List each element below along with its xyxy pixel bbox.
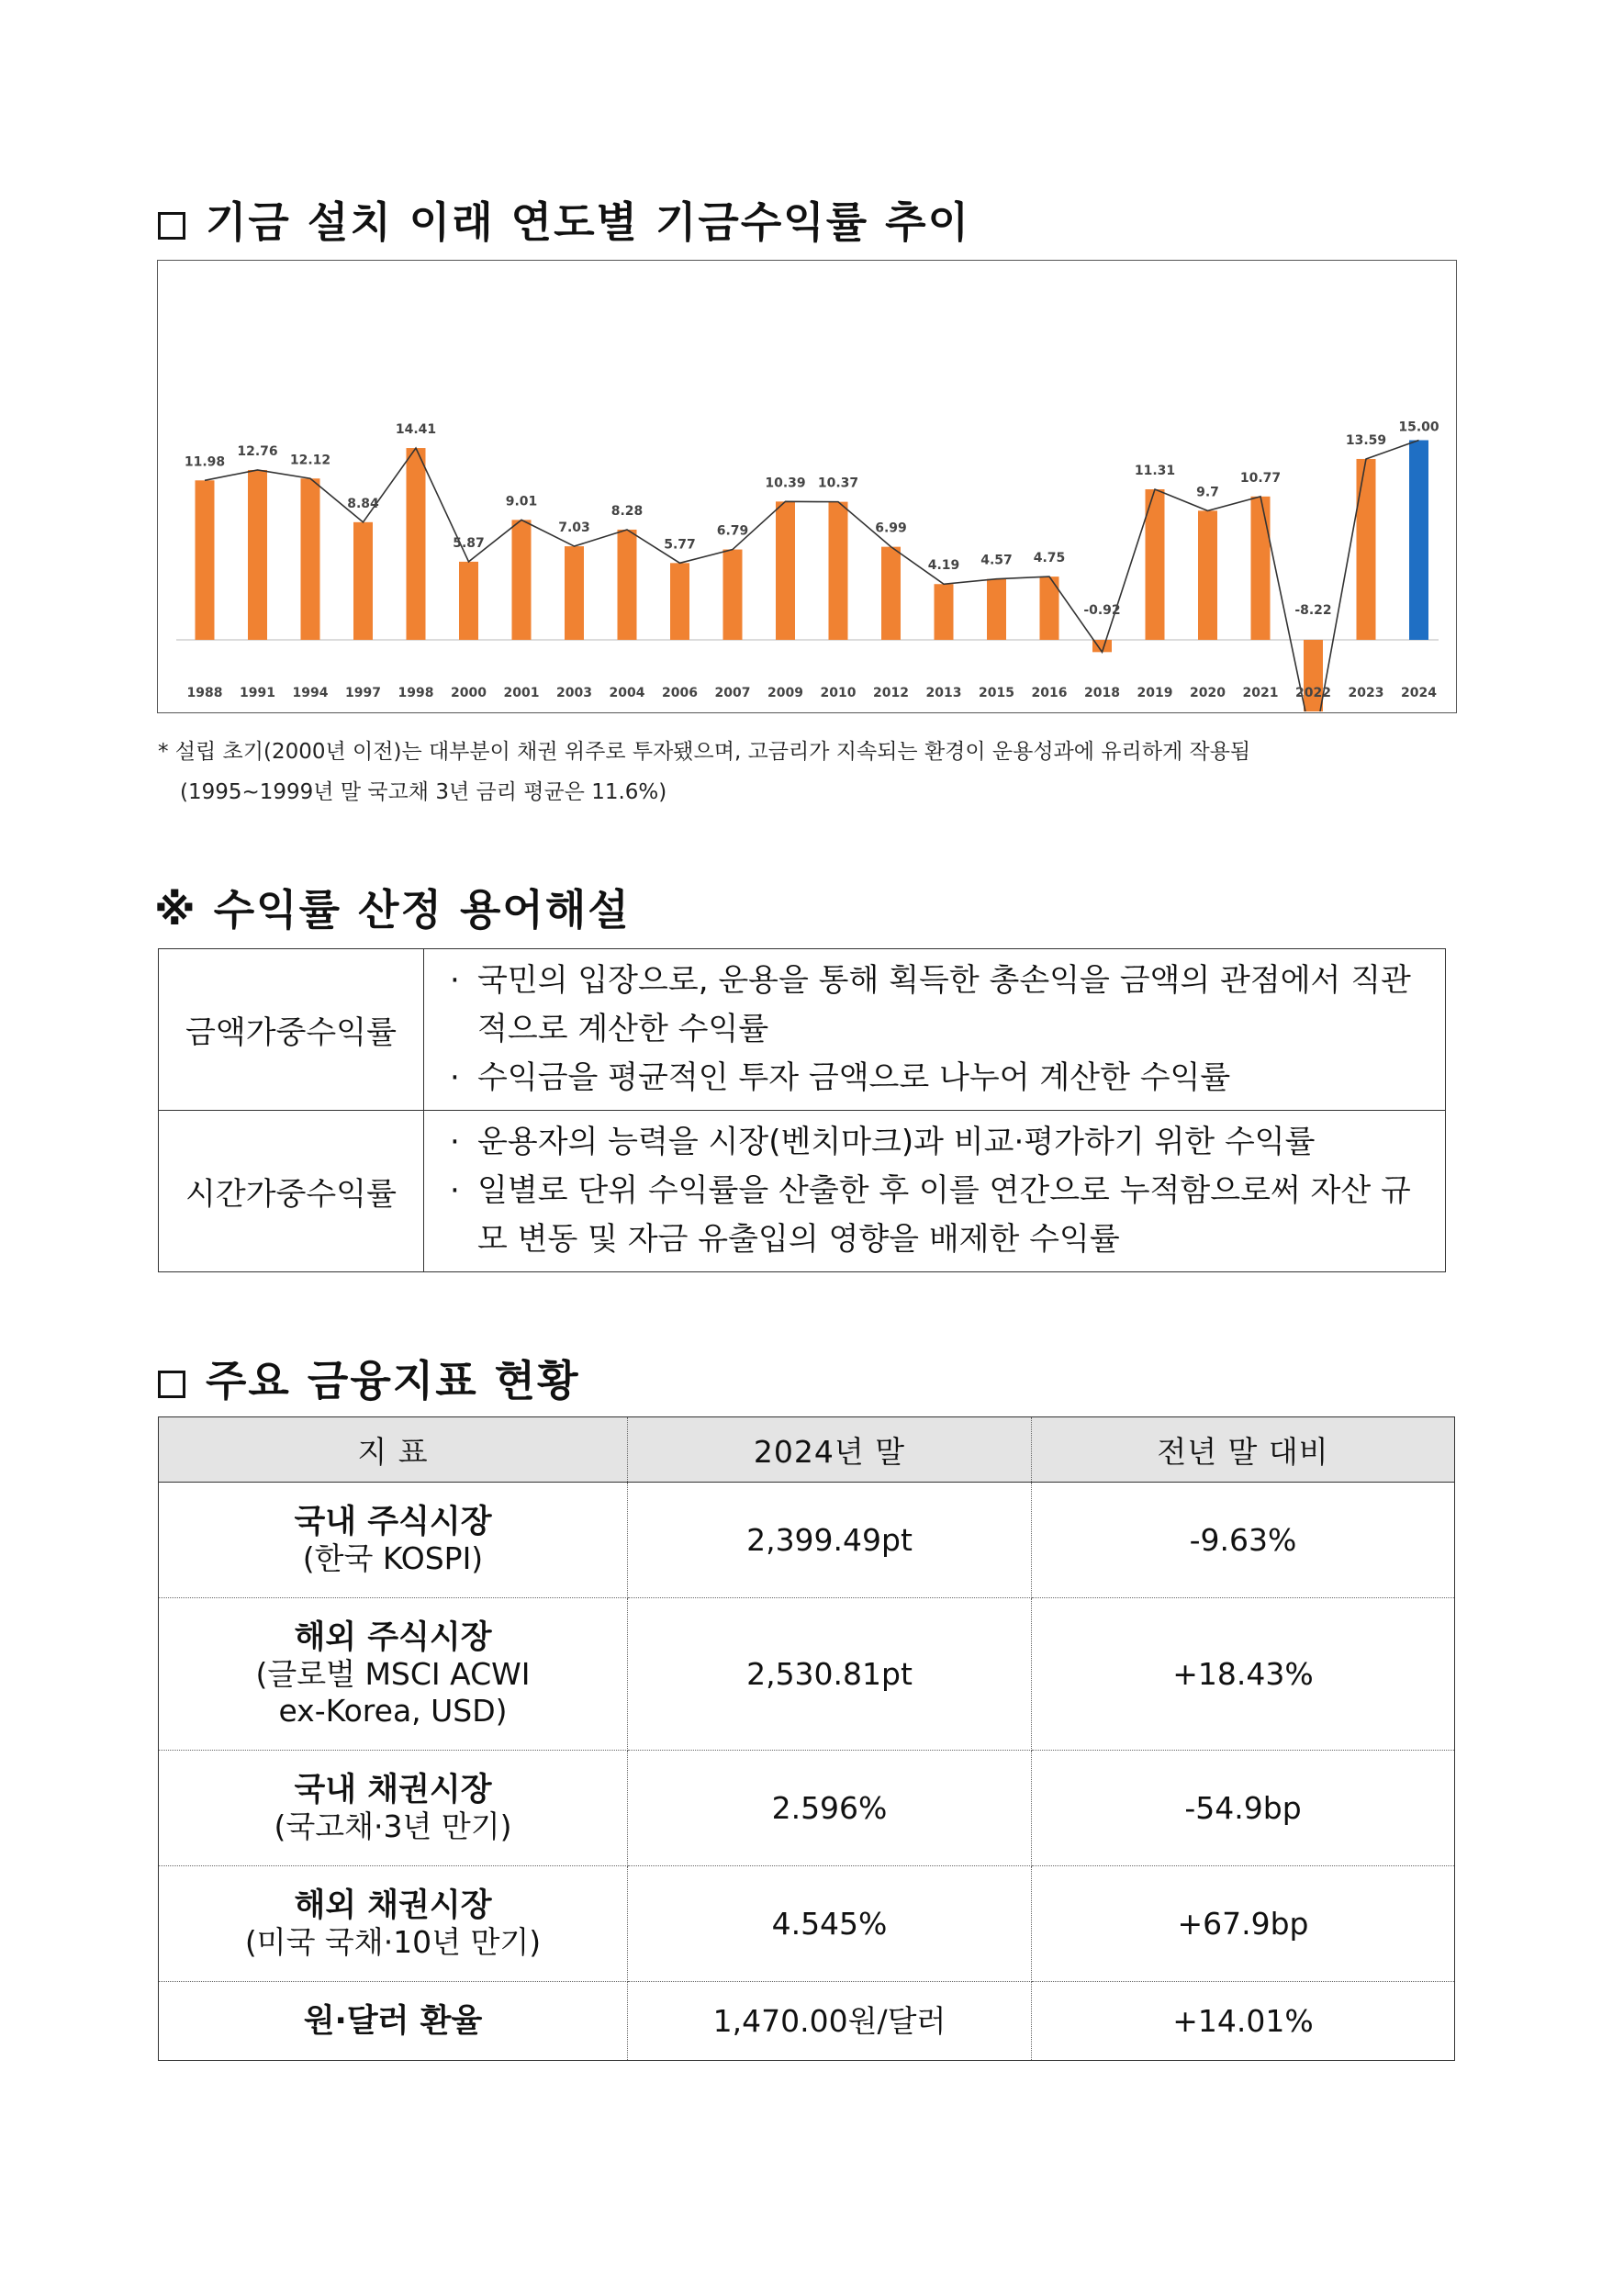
data-label: 9.7 <box>1196 485 1219 500</box>
data-label: 10.37 <box>817 476 859 491</box>
indicator-change: -54.9bp <box>1032 1751 1455 1866</box>
bar-2001 <box>512 520 532 640</box>
indicator-sub: (미국 국채·10년 만기) <box>244 1923 542 1960</box>
indicator-table <box>158 1416 1455 2061</box>
indicator-value: 2.596% <box>628 1751 1032 1866</box>
footnote-line-1: * 설립 초기(2000년 이전)는 대부분이 채권 위주로 투자됐으며, 고금리가 지속되는 환경이 운용성과에 유리하게 작용됨 <box>158 740 1251 764</box>
indicator-name: 국내 채권시장 <box>294 1771 492 1808</box>
indicator-sub: (국고채·3년 만기) <box>274 1808 512 1844</box>
tick-label: 1991 <box>240 686 275 700</box>
bar-1994 <box>301 478 320 640</box>
indicator-change: +67.9bp <box>1032 1866 1455 1982</box>
indicator-value: 4.545% <box>628 1866 1032 1982</box>
section-heading-text: 수익률 산정 용어해설 <box>213 885 631 935</box>
table-row <box>159 1982 1455 2061</box>
bar-2003 <box>565 546 584 640</box>
tick-label: 2022 <box>1295 686 1331 700</box>
data-label: 7.03 <box>558 521 590 536</box>
table-row <box>159 1866 1455 1982</box>
indicator-change: -9.63% <box>1032 1483 1455 1598</box>
reference-mark-icon: ※ <box>154 885 197 935</box>
data-label: 11.31 <box>1134 464 1176 479</box>
term-row <box>159 949 1446 1111</box>
indicator-name-cell <box>159 1483 628 1598</box>
tick-label: 2021 <box>1242 686 1279 700</box>
bar-1988 <box>196 480 215 640</box>
data-label: 5.77 <box>664 537 696 553</box>
checkbox-square-icon <box>158 212 185 240</box>
tick-label: 2004 <box>609 686 645 700</box>
section-heading-fund-returns <box>158 189 970 250</box>
tick-label: 2019 <box>1137 686 1173 700</box>
bar-2023 <box>1357 459 1376 640</box>
tick-label: 2000 <box>451 686 487 700</box>
checkbox-square-icon <box>158 1371 185 1398</box>
bar-2013 <box>935 584 954 640</box>
term-row <box>159 1111 1446 1272</box>
column-header-indicator: 지 표 <box>159 1417 628 1483</box>
term-description <box>424 949 1446 1111</box>
bar-2006 <box>670 563 689 640</box>
indicator-name: 해외 채권시장 <box>294 1886 492 1924</box>
term-name: 시간가중수익률 <box>159 1111 424 1272</box>
tick-label: 1997 <box>345 686 381 700</box>
data-label: 12.12 <box>289 453 331 468</box>
bar-2007 <box>723 550 743 640</box>
tick-label: 2007 <box>714 686 751 700</box>
returns-trend-line <box>205 441 1419 712</box>
indicator-name: 원·달러 환율 <box>303 2002 483 2040</box>
bar-2015 <box>987 579 1006 640</box>
data-label: 14.41 <box>395 422 437 438</box>
data-label: 4.19 <box>927 558 960 574</box>
terms-table <box>158 948 1446 1272</box>
chart-footnote <box>158 732 1480 812</box>
indicator-value: 1,470.00원/달러 <box>628 1982 1032 2061</box>
tick-label: 2015 <box>979 686 1014 700</box>
section-heading-text: 기금 설치 이래 연도별 기금수익률 추이 <box>206 197 971 247</box>
indicator-value: 2,530.81pt <box>628 1598 1032 1751</box>
data-label: 6.79 <box>716 523 749 539</box>
data-label: 5.87 <box>453 535 485 551</box>
data-label: 12.76 <box>237 443 278 459</box>
table-row <box>159 1598 1455 1751</box>
indicator-name-cell <box>159 1751 628 1866</box>
tick-label: 2009 <box>767 686 803 700</box>
indicator-name-cell <box>159 1598 628 1751</box>
term-bullet: · 운용자의 능력을 시장(벤치마크)과 비교·평가하기 위한 수익률 <box>450 1118 1432 1167</box>
indicator-name: 해외 주식시장 <box>294 1618 492 1656</box>
data-label: 15.00 <box>1398 420 1439 435</box>
indicator-change: +14.01% <box>1172 2002 1314 2039</box>
tick-label: 2003 <box>556 686 592 700</box>
term-bullet: · 일별로 단위 수익률을 산출한 후 이를 연간으로 누적함으로써 자산 규모 변동 및 자금 유출입의 영향을 배제한 수익률 <box>450 1167 1432 1264</box>
indicator-name-cell <box>159 1866 628 1982</box>
returns-chart <box>157 260 1457 713</box>
tick-label: 2024 <box>1401 686 1437 700</box>
data-label: 9.01 <box>505 494 538 509</box>
bar-2020 <box>1198 510 1217 640</box>
section-heading-text: 주요 금융지표 현황 <box>206 1356 580 1405</box>
data-label: 4.75 <box>1033 551 1066 566</box>
footnote-line-2: (1995~1999년 말 국고채 3년 금리 평균은 11.6%) <box>180 780 667 804</box>
table-header-row <box>159 1417 1455 1483</box>
term-description <box>424 1111 1446 1272</box>
tick-label: 1998 <box>398 686 434 700</box>
bar-1991 <box>248 470 267 640</box>
indicator-value: 2,399.49pt <box>628 1483 1032 1598</box>
bar-2009 <box>776 501 795 640</box>
section-heading-indicators <box>158 1348 580 1408</box>
data-label: 10.77 <box>1239 470 1282 486</box>
tick-label: 2013 <box>925 686 962 700</box>
tick-label: 1988 <box>186 686 223 700</box>
term-bullet: · 수익금을 평균적인 투자 금액으로 나누어 계산한 수익률 <box>450 1054 1432 1103</box>
bar-2004 <box>618 530 637 640</box>
indicator-name-cell <box>159 1982 628 2061</box>
bar-2024 <box>1409 441 1428 641</box>
data-label: -8.22 <box>1294 603 1332 618</box>
indicator-sub: (글로벌 MSCI ACWI ex-Korea, USD) <box>255 1655 531 1729</box>
tick-label: 2023 <box>1348 686 1384 700</box>
bar-2021 <box>1251 497 1271 640</box>
data-label: 8.84 <box>347 496 379 511</box>
tick-label: 2016 <box>1031 686 1068 700</box>
bar-1997 <box>353 522 373 640</box>
tick-label: 2006 <box>662 686 698 700</box>
term-name: 금액가중수익률 <box>159 949 424 1111</box>
bar-2012 <box>881 547 901 640</box>
indicator-name: 국내 주식시장 <box>294 1503 492 1540</box>
tick-label: 2012 <box>873 686 909 700</box>
bar-2022 <box>1304 640 1323 711</box>
section-heading-terms <box>154 877 631 937</box>
indicator-change: +18.43% <box>1032 1598 1455 1751</box>
data-label: 8.28 <box>610 503 644 519</box>
data-label: 13.59 <box>1345 432 1387 448</box>
tick-label: 1994 <box>292 686 329 700</box>
data-label: -0.92 <box>1083 603 1121 618</box>
returns-chart-svg <box>158 261 1455 711</box>
bar-1998 <box>407 448 426 640</box>
term-bullet: · 국민의 입장으로, 운용을 통해 획득한 총손익을 금액의 관점에서 직관적으로 계산한 수익률 <box>450 957 1432 1054</box>
data-label: 10.39 <box>765 476 806 491</box>
bar-2000 <box>459 562 478 640</box>
column-header-change: 전년 말 대비 <box>1032 1417 1455 1483</box>
bar-2010 <box>829 502 848 640</box>
tick-label: 2020 <box>1190 686 1226 700</box>
data-label: 11.98 <box>184 454 226 470</box>
data-label: 4.57 <box>980 553 1013 568</box>
tick-label: 2001 <box>503 686 540 700</box>
data-label: 6.99 <box>875 521 907 536</box>
tick-label: 2010 <box>820 686 857 700</box>
indicator-sub: (한국 KOSPI) <box>302 1539 484 1576</box>
column-header-year-end: 2024년 말 <box>628 1417 1032 1483</box>
table-row <box>159 1483 1455 1598</box>
tick-label: 2018 <box>1084 686 1120 700</box>
table-row <box>159 1751 1455 1866</box>
